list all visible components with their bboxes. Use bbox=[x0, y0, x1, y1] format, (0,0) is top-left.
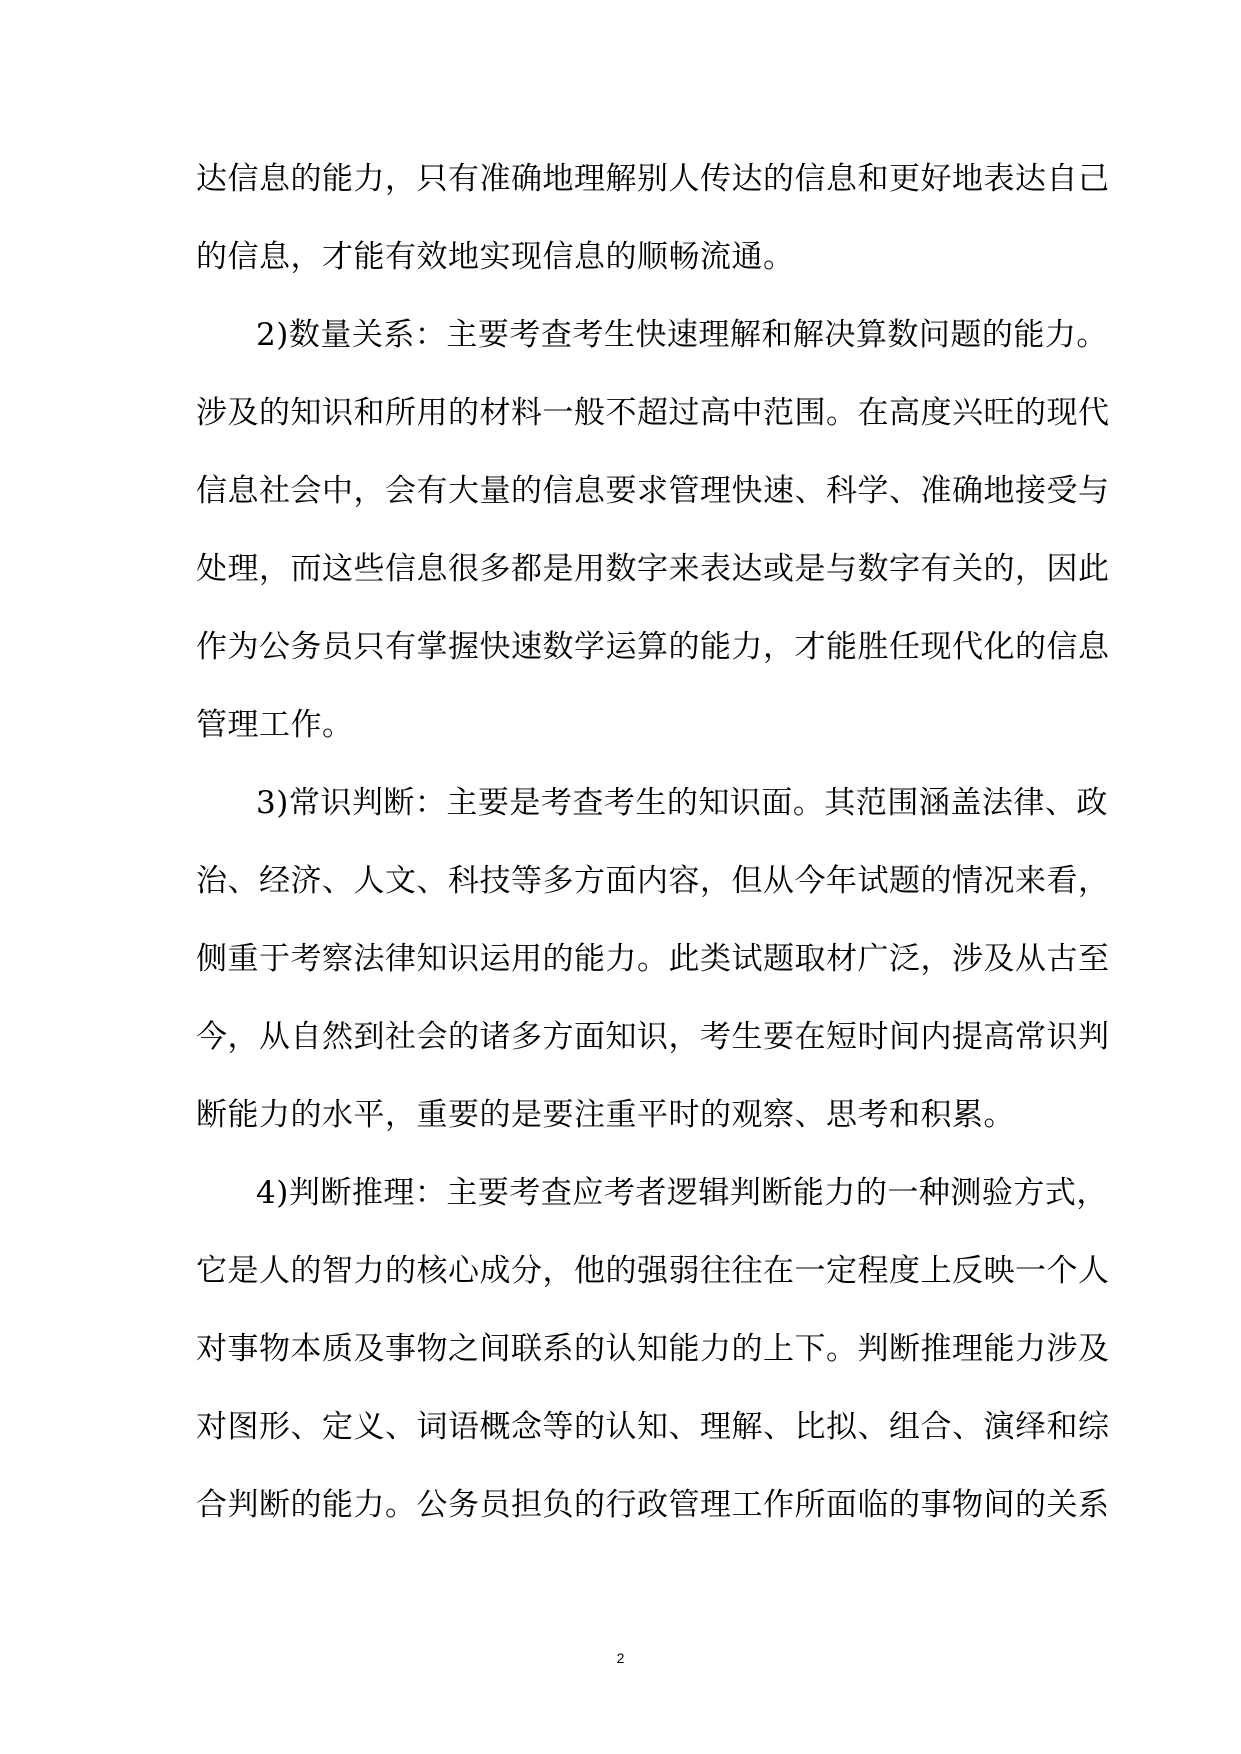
text-line: 它是人的智力的核心成分，他的强弱往往在一定程度上反映一个人 bbox=[196, 1253, 1110, 1289]
text-line: 合判断的能力。公务员担负的行政管理工作所面临的事物间的关系 bbox=[196, 1487, 1110, 1523]
paragraph-reasoning bbox=[196, 1154, 1110, 1544]
text-line: 治、经济、人文、科技等多方面内容，但从今年试题的情况来看， bbox=[196, 863, 1110, 899]
text-line: 的信息，才能有效地实现信息的顺畅流通。 bbox=[196, 239, 795, 275]
paragraph-quantitative-relations bbox=[196, 296, 1110, 764]
text-line: 作为公务员只有掌握快速数学运算的能力，才能胜任现代化的信息 bbox=[196, 629, 1110, 665]
text-line: 对事物本质及事物之间联系的认知能力的上下。判断推理能力涉及 bbox=[196, 1331, 1110, 1367]
text-line: 今，从自然到社会的诸多方面知识，考生要在短时间内提高常识判 bbox=[196, 1019, 1110, 1055]
text-line: 4)判断推理：主要考查应考者逻辑判断能力的一种测验方式， bbox=[256, 1175, 1108, 1211]
text-line: 涉及的知识和所用的材料一般不超过高中范围。在高度兴旺的现代 bbox=[196, 395, 1110, 431]
paragraph-common-sense bbox=[196, 764, 1110, 1154]
text-line: 2)数量关系：主要考查考生快速理解和解决算数问题的能力。 bbox=[256, 317, 1108, 353]
text-line: 处理，而这些信息很多都是用数字来表达或是与数字有关的，因此 bbox=[196, 551, 1110, 587]
text-line: 达信息的能力，只有准确地理解别人传达的信息和更好地表达自己 bbox=[196, 161, 1110, 197]
text-line: 管理工作。 bbox=[196, 707, 354, 743]
paragraph-continuation bbox=[196, 140, 1110, 296]
body-text bbox=[196, 140, 1110, 1544]
text-line: 信息社会中，会有大量的信息要求管理快速、科学、准确地接受与 bbox=[196, 473, 1110, 509]
text-line: 断能力的水平，重要的是要注重平时的观察、思考和积累。 bbox=[196, 1097, 1015, 1133]
text-line: 对图形、定义、词语概念等的认知、理解、比拟、组合、演绎和综 bbox=[196, 1409, 1110, 1445]
page-number: 2 bbox=[616, 1650, 625, 1666]
text-line: 侧重于考察法律知识运用的能力。此类试题取材广泛，涉及从古至 bbox=[196, 941, 1110, 977]
text-line: 3)常识判断：主要是考查考生的知识面。其范围涵盖法律、政 bbox=[256, 785, 1108, 821]
